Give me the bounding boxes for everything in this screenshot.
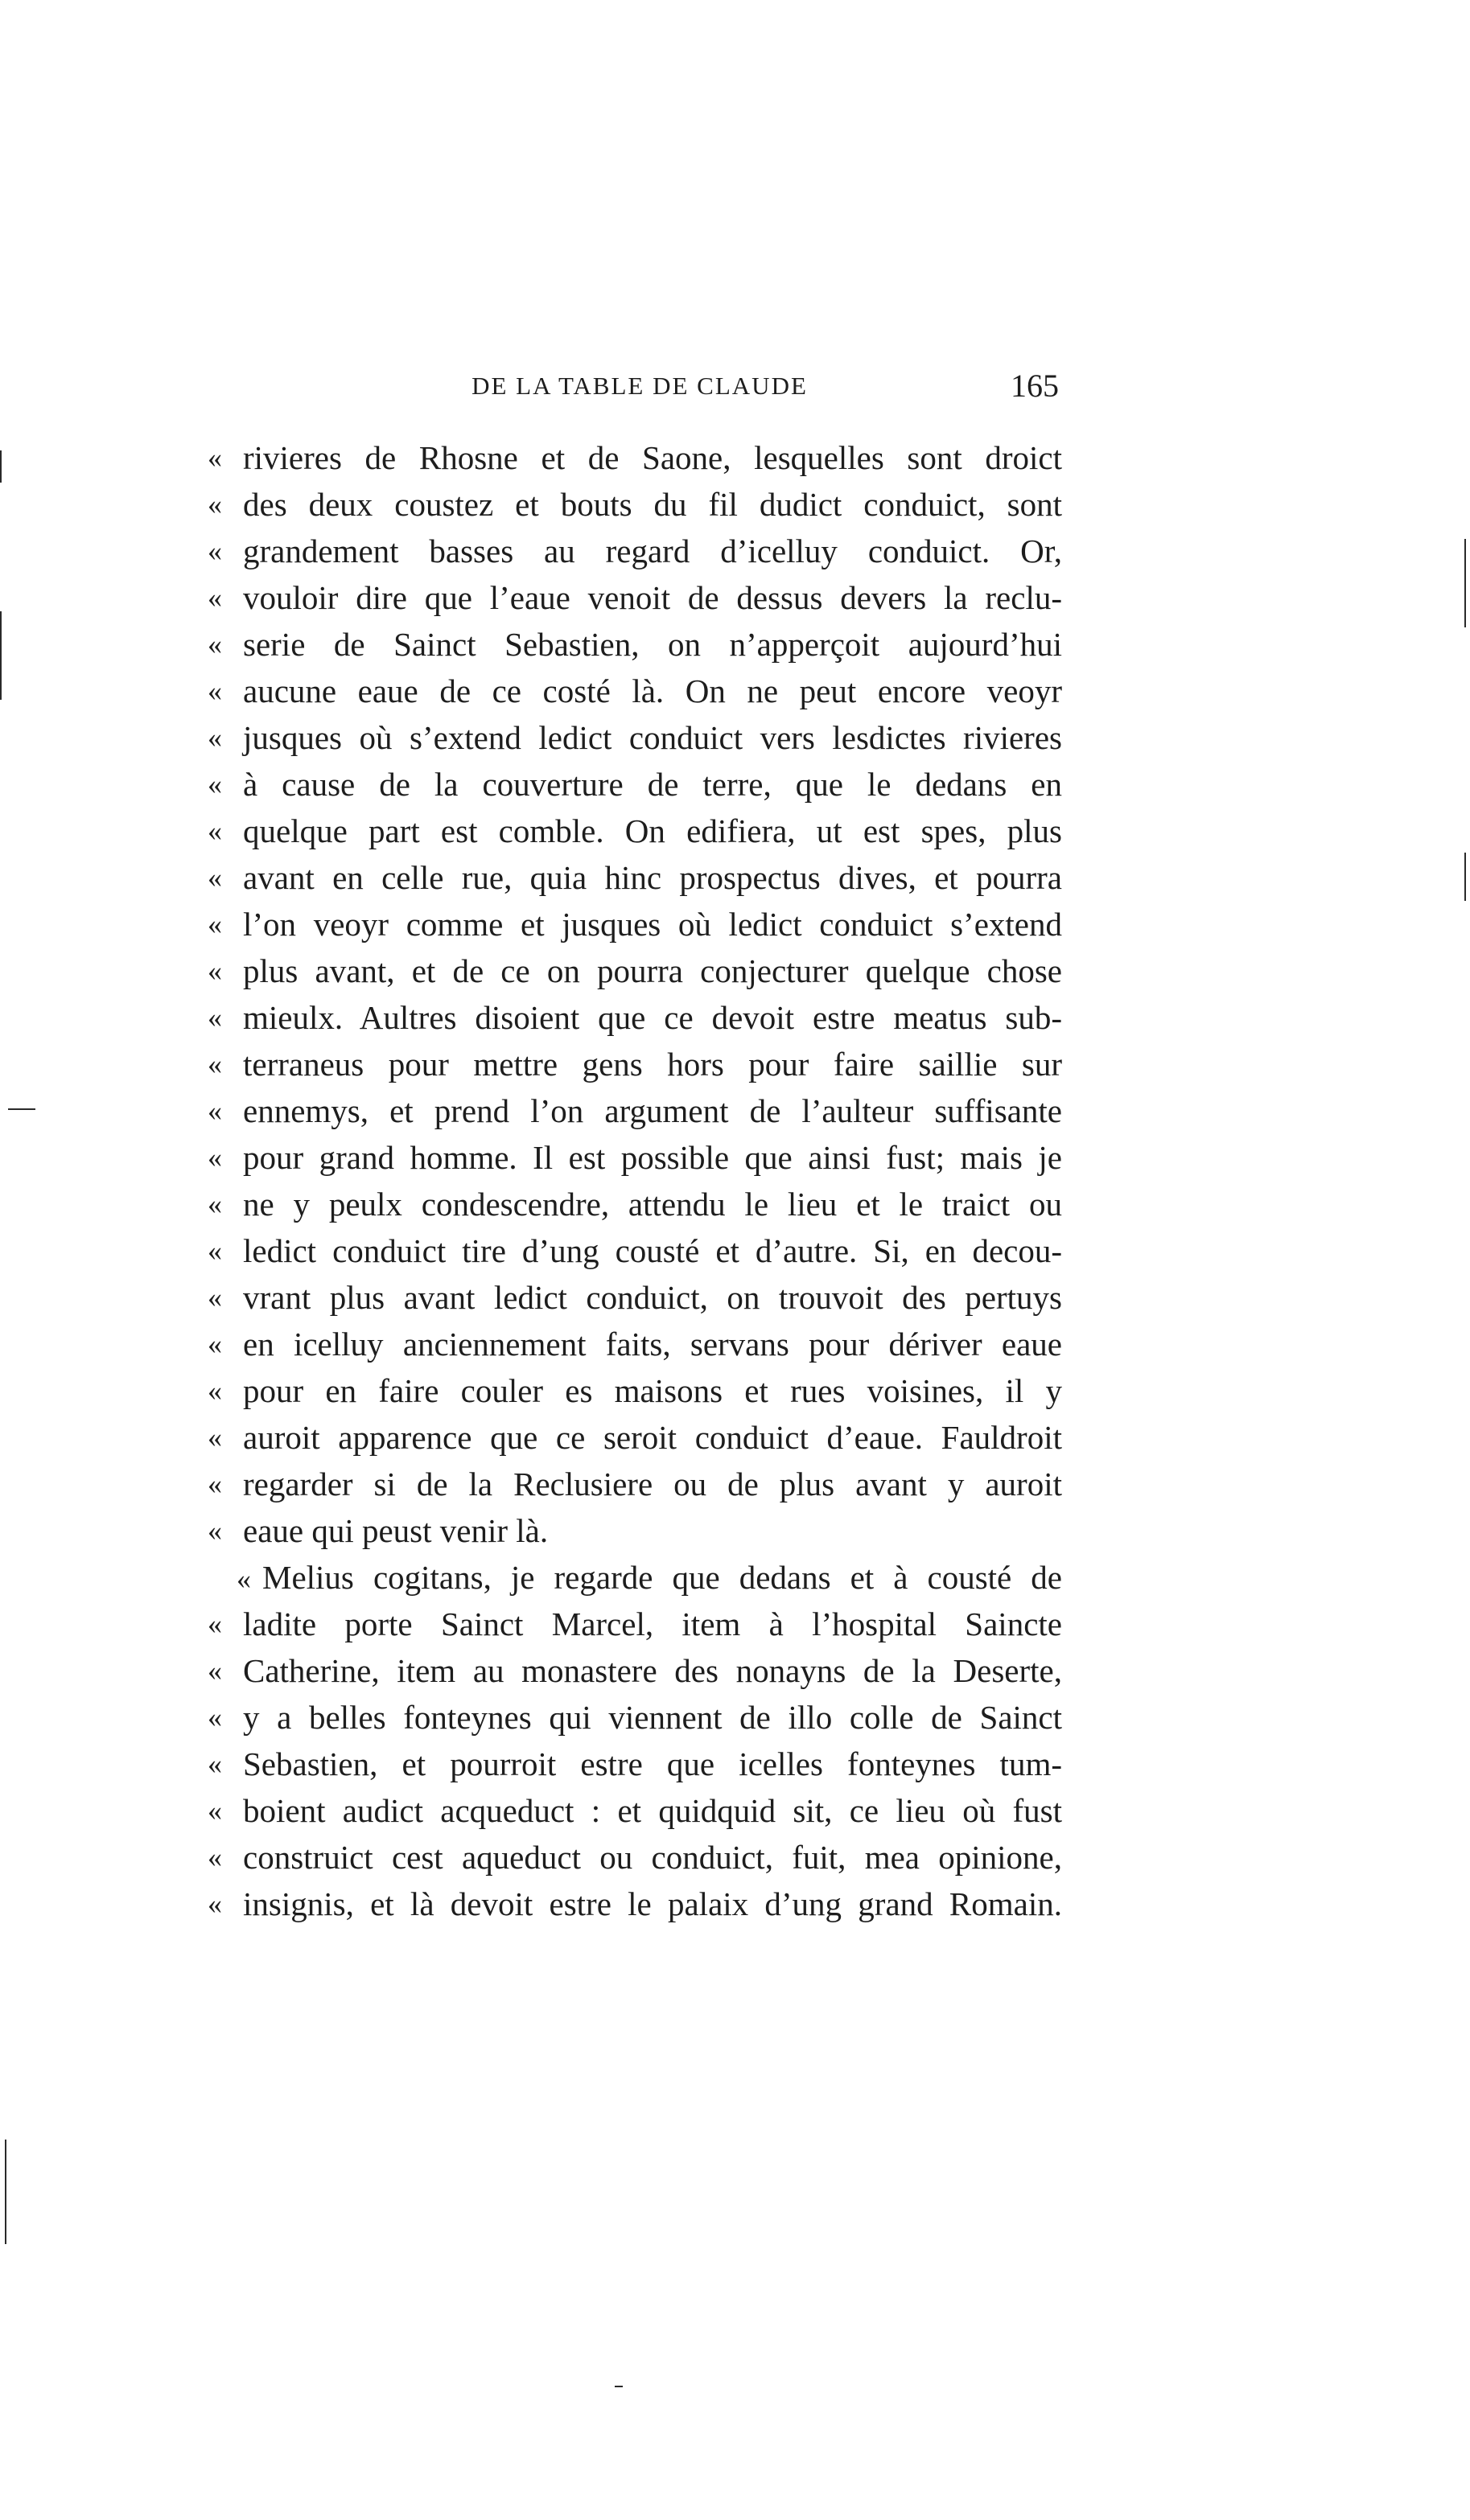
text-line xyxy=(208,1507,1062,1554)
text-line xyxy=(208,1134,1062,1181)
text-line xyxy=(208,1041,1062,1087)
text-line xyxy=(208,1647,1062,1694)
body-text xyxy=(208,434,1062,1927)
text-line xyxy=(208,1414,1062,1461)
text-line xyxy=(208,1321,1062,1367)
line-text: quelque part est comble. On edifiera, ut est spes, plus xyxy=(243,812,1062,849)
text-line xyxy=(208,1881,1062,1927)
text-line xyxy=(208,1274,1062,1321)
guillemet: « xyxy=(208,955,222,987)
guillemet: « xyxy=(208,582,222,614)
guillemet: « xyxy=(208,908,222,940)
scan-edge-mark xyxy=(0,611,2,700)
line-text: Catherine, item au monastere des nonayns de la Deserte, xyxy=(243,1652,1062,1689)
text-line xyxy=(208,994,1062,1041)
guillemet: « xyxy=(208,1048,222,1080)
guillemet: « xyxy=(208,1188,222,1220)
scan-edge-mark xyxy=(8,1108,35,1110)
text-line xyxy=(208,1461,1062,1507)
line-text: eaue qui peust venir là. xyxy=(243,1512,549,1549)
text-line xyxy=(208,481,1062,528)
line-text: vrant plus avant ledict conduict, on trouvoit des pertuys xyxy=(243,1279,1062,1316)
guillemet: « xyxy=(208,1375,222,1407)
text-line xyxy=(208,528,1062,574)
line-text: Sebastien, et pourroit estre que icelles fonteynes tum- xyxy=(243,1745,1062,1782)
guillemet: « xyxy=(208,1328,222,1360)
text-line xyxy=(208,761,1062,808)
guillemet: « xyxy=(208,1421,222,1453)
text-line xyxy=(208,808,1062,854)
line-text: à cause de la couverture de terre, que le dedans en xyxy=(243,766,1062,803)
guillemet: « xyxy=(208,1141,222,1174)
line-text: jusques où s’extend ledict conduict vers lesdictes rivieres xyxy=(243,719,1062,756)
line-text: ladite porte Sainct Marcel, item à l’hospital Saincte xyxy=(243,1605,1062,1642)
text-line xyxy=(208,1834,1062,1881)
line-text: serie de Sainct Sebastien, on n’apperçoit aujourd’hui xyxy=(243,626,1062,663)
text-line xyxy=(208,1601,1062,1647)
text-line xyxy=(208,1787,1062,1834)
line-text: aucune eaue de ce costé là. On ne peut encore veoyr xyxy=(243,672,1062,709)
guillemet: « xyxy=(208,1468,222,1500)
text-line xyxy=(208,1227,1062,1274)
line-text: plus avant, et de ce on pourra conjecturer quelque chose xyxy=(243,952,1062,989)
line-text: vouloir dire que l’eaue venoit de dessus devers la reclu- xyxy=(243,579,1062,616)
guillemet: « xyxy=(208,1748,222,1780)
line-text: grandement basses au regard d’icelluy conduict. Or, xyxy=(243,532,1062,569)
text-line xyxy=(208,1181,1062,1227)
line-text: Melius cogitans, je regarde que dedans et à cousté de xyxy=(262,1559,1062,1596)
text-line xyxy=(208,1694,1062,1741)
line-text: terraneus pour mettre gens hors pour faire saillie sur xyxy=(243,1046,1062,1083)
text-line xyxy=(208,714,1062,761)
scan-edge-mark xyxy=(5,2140,6,2244)
guillemet: « xyxy=(208,675,222,707)
guillemet: « xyxy=(208,768,222,800)
line-text: y a belles fonteynes qui viennent de illo colle de Sainct xyxy=(243,1699,1062,1736)
guillemet: « xyxy=(208,861,222,894)
guillemet: « xyxy=(208,1655,222,1687)
guillemet: « xyxy=(208,1608,222,1640)
line-text: rivieres de Rhosne et de Saone, lesquelles sont droict xyxy=(243,439,1062,476)
text-line xyxy=(208,901,1062,948)
line-text: l’on veoyr comme et jusques où ledict conduict s’extend xyxy=(243,906,1062,943)
line-text: ne y peulx condescendre, attendu le lieu et le traict ou xyxy=(243,1186,1062,1223)
guillemet: « xyxy=(208,535,222,567)
scan-edge-mark xyxy=(1464,539,1466,627)
guillemet: « xyxy=(208,488,222,520)
line-text: insignis, et là devoit estre le palaix d’ung grand Romain. xyxy=(243,1885,1062,1922)
line-text: pour grand homme. Il est possible que ainsi fust; mais je xyxy=(243,1139,1062,1176)
paragraph-first-line xyxy=(208,1554,1062,1601)
scan-edge-mark xyxy=(615,2386,623,2387)
line-text: ledict conduict tire d’ung cousté et d’autre. Si, en decou- xyxy=(243,1232,1062,1269)
guillemet: « xyxy=(237,1563,251,1595)
guillemet: « xyxy=(208,628,222,660)
guillemet: « xyxy=(208,721,222,754)
text-line xyxy=(208,1367,1062,1414)
guillemet: « xyxy=(208,1794,222,1827)
text-line xyxy=(208,948,1062,994)
guillemet: « xyxy=(208,1235,222,1267)
line-text: mieulx. Aultres disoient que ce devoit estre meatus sub- xyxy=(243,999,1062,1036)
guillemet: « xyxy=(208,1281,222,1313)
guillemet: « xyxy=(208,1515,222,1547)
text-line xyxy=(208,1741,1062,1787)
scan-edge-mark xyxy=(1464,853,1466,901)
text-line xyxy=(208,621,1062,668)
guillemet: « xyxy=(208,442,222,474)
line-text: pour en faire couler es maisons et rues voisines, il y xyxy=(243,1372,1062,1409)
running-title: DE LA TABLE DE CLAUDE xyxy=(471,372,808,400)
guillemet: « xyxy=(208,1095,222,1127)
page-number: 165 xyxy=(1011,368,1059,404)
text-line xyxy=(208,434,1062,481)
scan-edge-mark xyxy=(0,450,2,483)
line-text: auroit apparence que ce seroit conduict d’eaue. Fauldroit xyxy=(243,1419,1062,1456)
line-text: des deux coustez et bouts du fil dudict conduict, sont xyxy=(243,486,1062,523)
line-text: ennemys, et prend l’on argument de l’aulteur suffisante xyxy=(243,1092,1062,1129)
line-text: en icelluy anciennement faits, servans pour dériver eaue xyxy=(243,1326,1062,1363)
guillemet: « xyxy=(208,815,222,847)
guillemet: « xyxy=(208,1841,222,1873)
guillemet: « xyxy=(208,1001,222,1034)
line-text: avant en celle rue, quia hinc prospectus dives, et pourra xyxy=(243,859,1062,896)
text-line xyxy=(208,854,1062,901)
text-line xyxy=(208,668,1062,714)
guillemet: « xyxy=(208,1701,222,1733)
line-text: boient audict acqueduct : et quidquid sit, ce lieu où fust xyxy=(243,1792,1062,1829)
line-text: regarder si de la Reclusiere ou de plus avant y auroit xyxy=(243,1466,1062,1503)
line-text: construict cest aqueduct ou conduict, fuit, mea opinione, xyxy=(243,1839,1062,1876)
text-line xyxy=(208,1087,1062,1134)
guillemet: « xyxy=(208,1888,222,1920)
text-line xyxy=(208,574,1062,621)
